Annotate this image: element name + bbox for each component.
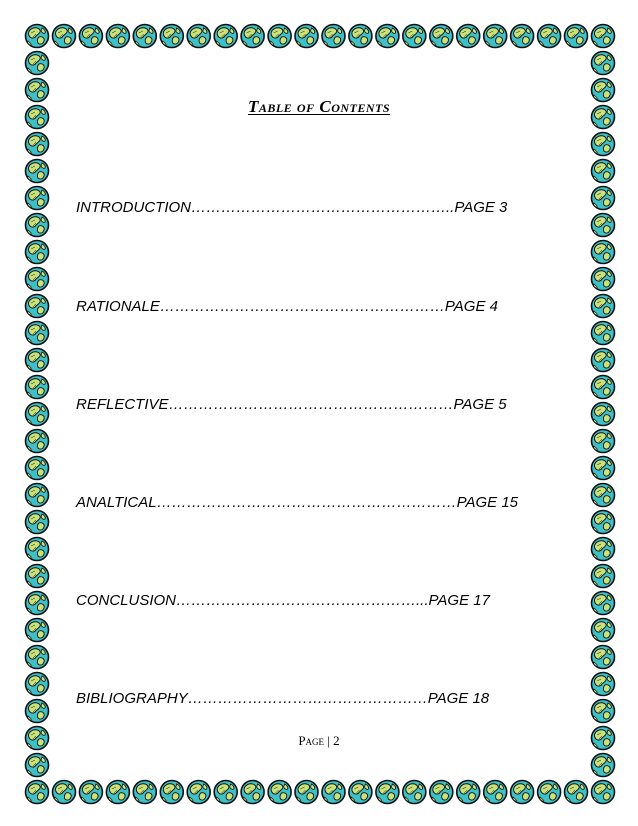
globe-icon [430,25,453,48]
globe-icon [592,214,615,237]
globe-icon [376,25,399,48]
globe-icon [26,781,49,804]
globe-icon [592,52,615,75]
globe-icon [592,781,615,804]
globe-icon [26,295,49,318]
globe-icon [160,781,183,804]
globe-icon [592,295,615,318]
globe-icon [538,25,561,48]
globe-icon [187,25,210,48]
toc-title: Table of Contents [247,97,391,116]
globe-icon [592,241,615,264]
globe-icon [295,781,318,804]
globe-icon [592,700,615,723]
globe-icon [26,160,49,183]
globe-icon [106,25,129,48]
toc-entry-reflective: REFLECTIVE…………………………………………………PAGE 5 [76,396,507,413]
globe-icon [592,349,615,372]
globe-icon [26,376,49,399]
globe-icon [268,781,291,804]
globe-icon [592,565,615,588]
globe-icon [592,511,615,534]
globe-icon [295,25,318,48]
globe-icon [26,673,49,696]
globe-icon [79,25,102,48]
globe-icon [26,511,49,534]
toc-entry-analtical: ANALTICAL……………………………………………………PAGE 15 [76,494,519,511]
globe-icon [592,646,615,669]
globe-icon [592,673,615,696]
globe-icon [592,538,615,561]
globe-icon [26,700,49,723]
globe-icon [484,781,507,804]
globe-icon [322,781,345,804]
globe-icon [592,430,615,453]
globe-icon [133,781,156,804]
globe-icon [26,457,49,480]
globe-icon [592,619,615,642]
globe-icon [214,781,237,804]
globe-icon [53,781,76,804]
globe-icon [403,25,426,48]
globe-icon [26,565,49,588]
globe-icon [349,781,372,804]
globe-icon [160,25,183,48]
globe-icon [133,25,156,48]
globe-icon [484,25,507,48]
globe-icon [376,781,399,804]
globe-icon [592,754,615,777]
globe-icon [592,322,615,345]
globe-icon [268,25,291,48]
globe-icon [26,214,49,237]
globe-icon [187,781,210,804]
toc-entry-bibliography: BIBLIOGRAPHY…………………………………………PAGE 18 [76,690,490,707]
globe-icon [26,133,49,156]
globe-icon [26,25,49,48]
globe-icon [322,25,345,48]
globe-icon [26,403,49,426]
globe-icon [26,52,49,75]
globe-icon [457,25,480,48]
globe-icon [106,781,129,804]
globe-icon [26,187,49,210]
globe-icon [79,781,102,804]
globe-icon [26,349,49,372]
globe-icon [592,187,615,210]
globe-icon [26,268,49,291]
toc-entry-conclusion: CONCLUSION…………………………………………...PAGE 17 [76,592,490,609]
globe-icon [26,430,49,453]
globe-icon [26,646,49,669]
globe-icon [565,781,588,804]
globe-icon [592,592,615,615]
globe-icon [592,403,615,426]
globe-icon [430,781,453,804]
globe-icon [592,268,615,291]
globe-icon [241,781,264,804]
globe-icon [26,754,49,777]
globe-icon [26,484,49,507]
globe-icon [26,592,49,615]
page-footer: Page | 2 [298,733,340,748]
globe-icon [592,376,615,399]
globe-icon [592,484,615,507]
globe-icon [26,619,49,642]
globe-icon [457,781,480,804]
toc-entry-introduction: INTRODUCTION……………………………………………..PAGE 3 [76,199,508,216]
globe-icon [592,25,615,48]
globe-icon [26,322,49,345]
globe-icon [538,781,561,804]
toc-entry-rationale: RATIONALE…………………………………………………PAGE 4 [76,298,498,315]
globe-icon [511,781,534,804]
globe-icon [565,25,588,48]
globe-icon [214,25,237,48]
globe-icon [349,25,372,48]
globe-icon [592,133,615,156]
globe-icon [241,25,264,48]
globe-icon [511,25,534,48]
globe-icon [592,457,615,480]
globe-icon [53,25,76,48]
globe-icon [403,781,426,804]
globe-icon [26,538,49,561]
globe-icon [26,241,49,264]
globe-icon [592,160,615,183]
